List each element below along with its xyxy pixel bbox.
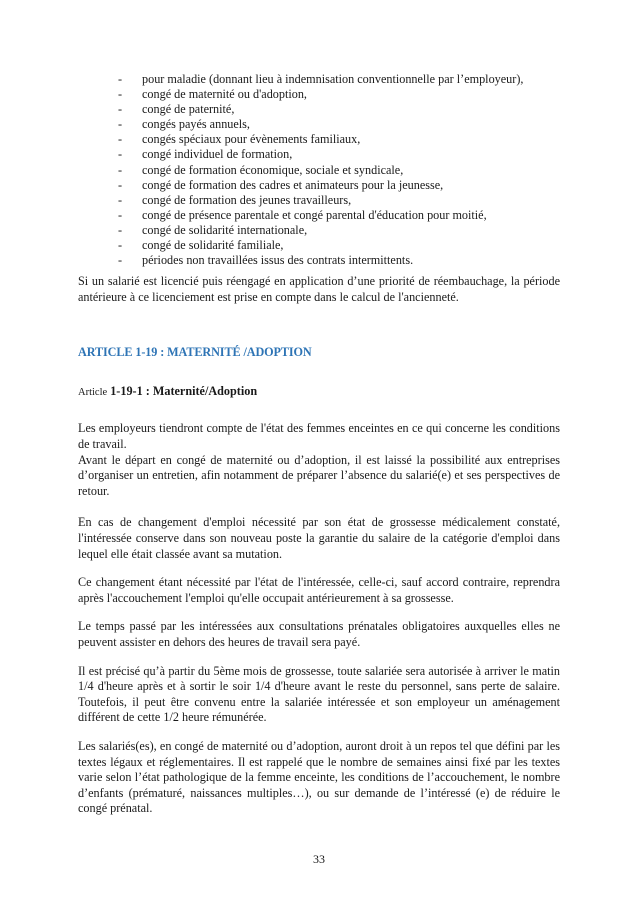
paragraph-conge-maternite: Les salariés(es), en congé de maternité ou d’adoption, auront droit à un repos tel que défini par les textes légaux et réglementaires. Il est rappelé que le nombre de semaines ainsi fixé par les textes varie selon l’état pathologique de la femme enceinte, les conditions de l’accouchement, le nombre d’enfants (prématuré, naissances multiples…), ou sur demande de l’intéressé (e) de réduire le congé prénatal. xyxy=(78,738,560,816)
list-item-text: congés payés annuels, xyxy=(142,117,250,132)
list-item xyxy=(118,87,560,102)
list-item xyxy=(118,163,560,178)
list-item-text: congé de présence parentale et congé parental d'éducation pour moitié, xyxy=(142,207,487,222)
list-dash: - xyxy=(118,132,123,147)
list-item-text: congés spéciaux pour évènements familiaux, xyxy=(142,132,361,147)
list-dash: - xyxy=(118,117,123,132)
list-item xyxy=(118,102,560,117)
list-item-text: congé de formation des cadres et animateurs pour la jeunesse, xyxy=(142,177,444,192)
list-dash: - xyxy=(118,207,123,222)
list-item-text: congé de solidarité familiale, xyxy=(142,238,284,253)
paragraph-temps-consultations: Le temps passé par les intéressées aux consultations prénatales obligatoires auxquelles elles ne peuvent assister en dehors des heures de travail sera payé. xyxy=(78,619,560,649)
list-item-text: périodes non travaillées issus des contrats intermittents. xyxy=(142,253,414,268)
list-dash: - xyxy=(118,253,123,268)
list-item xyxy=(118,147,560,162)
paragraph-avant-depart: Avant le départ en congé de maternité ou d’adoption, il est laissé la possibilité aux entreprises d’organiser un entretien, afin notamment de préparer l’absence du salarié(e) et ses perspectives de retour. xyxy=(78,452,560,498)
list-item-text: congé de formation des jeunes travailleurs, xyxy=(142,192,352,207)
list-item xyxy=(118,178,560,193)
list-item-text: congé de paternité, xyxy=(142,102,235,117)
paragraph-5eme-mois: Il est précisé qu’à partir du 5ème mois de grossesse, toute salariée sera autorisée à arriver le matin 1/4 d'heure après et à sortir le soir 1/4 d'heure avant le reste du personnel, sans perte de salaire. Toutefois, il peut être convenu entre la salariée intéressée et son employeur un aménagement différent de cette 1/2 heure rémunérée. xyxy=(78,663,560,725)
list-dash: - xyxy=(118,147,123,162)
list-item xyxy=(118,208,560,223)
list-item xyxy=(118,238,560,253)
list-item-text: pour maladie (donnant lieu à indemnisation conventionnelle par l’employeur), xyxy=(142,72,524,86)
list-dash: - xyxy=(118,177,123,192)
article-heading: ARTICLE 1-19 : MATERNITÉ /ADOPTION xyxy=(78,345,312,360)
list-item xyxy=(118,117,560,132)
paragraph-licenciement: Si un salarié est licencié puis réengagé en application d’une priorité de réembauchage, la période antérieure à ce licenciement est prise en compte dans le calcul de l'ancienneté. xyxy=(78,274,560,304)
list-item xyxy=(118,253,560,268)
list-item xyxy=(118,223,560,238)
page-number: 33 xyxy=(313,852,325,866)
subarticle-heading xyxy=(78,384,560,399)
subarticle-title: Maternité/Adoption xyxy=(152,384,258,399)
paragraph-employeurs: Les employeurs tiendront compte de l'état des femmes enceintes en ce qui concerne les conditions de travail. xyxy=(78,421,560,451)
paragraph-changement-emploi: En cas de changement d'emploi nécessité par son état de grossesse médicalement constaté, l'intéressée conserve dans son nouveau poste la garantie du salaire de la catégorie d'emploi dans lequel elle était classée avant sa mutation. xyxy=(78,515,560,561)
subarticle-number: 1-19-1 : xyxy=(110,384,150,399)
list-item xyxy=(118,132,560,147)
list-dash: - xyxy=(118,102,123,117)
list-dash: - xyxy=(118,192,123,207)
list-item-text: congé de formation économique, sociale et syndicale, xyxy=(142,162,404,177)
list-item xyxy=(118,72,560,87)
subarticle-prefix: Article xyxy=(78,387,108,399)
list-dash: - xyxy=(118,87,123,102)
list-dash: - xyxy=(118,162,123,177)
paragraph-changement-necessite: Ce changement étant nécessité par l'état de l'intéressée, celle-ci, sauf accord contraire, reprendra après l'accouchement l'emploi qu'elle occupait antérieurement à sa grossesse. xyxy=(78,575,560,605)
leave-types-list xyxy=(78,72,560,268)
list-item-text: congé de solidarité internationale, xyxy=(142,222,308,237)
list-dash: - xyxy=(118,238,123,253)
list-dash: - xyxy=(118,222,123,237)
list-item xyxy=(118,193,560,208)
list-item-text: congé individuel de formation, xyxy=(142,147,293,162)
list-dash: - xyxy=(118,72,123,86)
list-item-text: congé de maternité ou d'adoption, xyxy=(142,87,307,102)
